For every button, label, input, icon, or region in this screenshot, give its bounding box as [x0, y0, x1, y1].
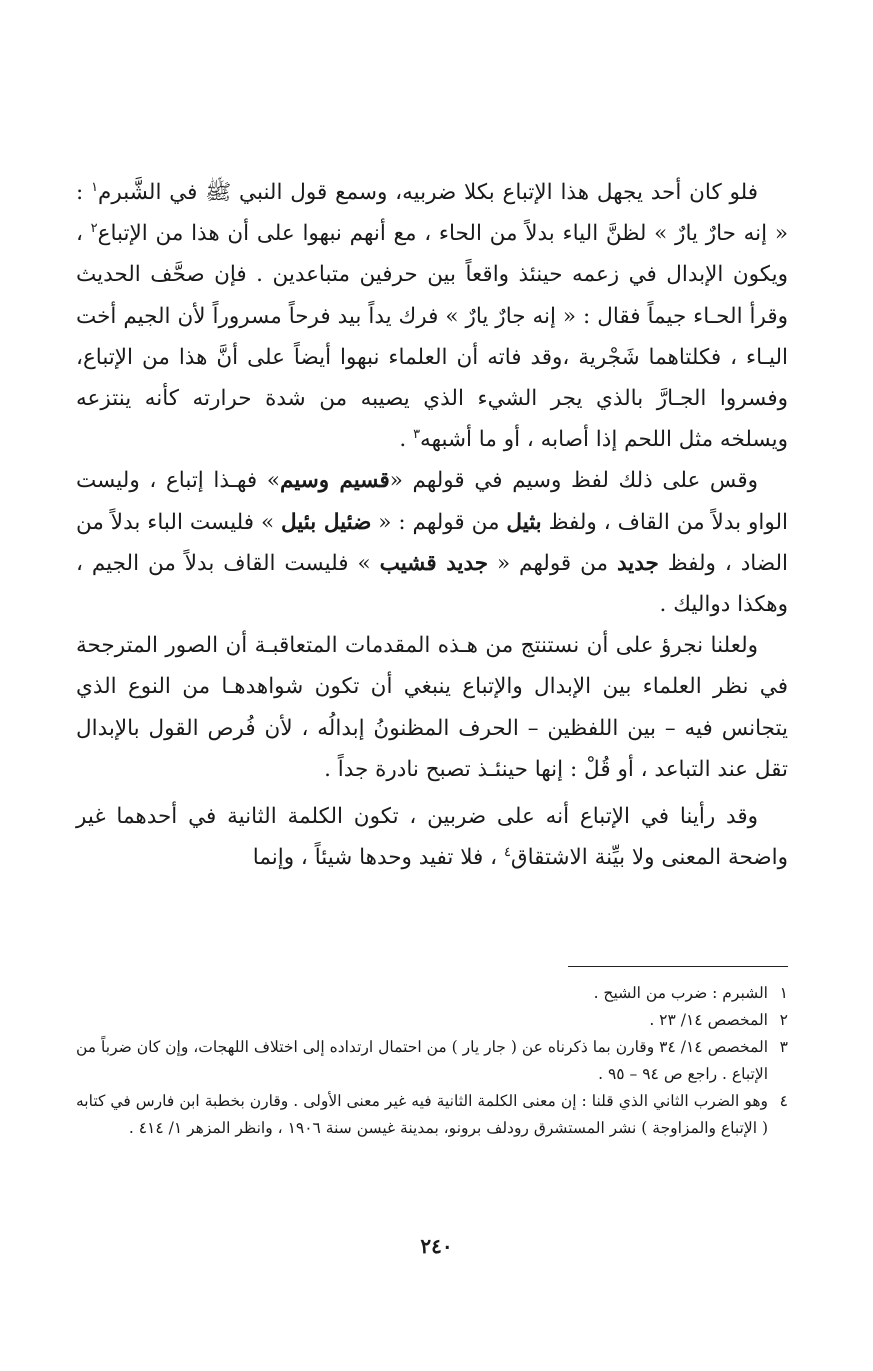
footnote-separator — [568, 966, 788, 967]
footnote-number: ٤ — [779, 1092, 788, 1110]
text-segment: ، ويكون الإبدال في زعمه حينئذ واقعاً بين حرفين متباعدين . فإن صحَّف الحديث وقرأ الحـاء جيماً فقال : « إنه جارٌ يارٌ » فرك يداً بيد فرحاً مسروراً لأن الجيم أخت اليـاء ، فكلتاهما شَجْرية ،وقد فاته أن العلماء نبهوا أيضاً على أنَّ هذا من الإتباع، وفسروا الجـارَّ بالذي يجر الشيء الذي يصيبه من شدة حرارته كأنه ينتزعه ويسلخه مثل اللحم إذا أصابه ، أو ما أشبهه — [76, 221, 788, 453]
text-segment: » فليست الباء بدلاً من الضاد ، ولفظ — [76, 509, 789, 576]
footnote-marker: ٢ — [90, 221, 98, 237]
text-segment: وقس على ذلك لفظ وسيم في قولهم « — [389, 468, 758, 494]
footnote-number: ١ — [779, 984, 788, 1002]
footnote-text: المخصص ١٤/ ٣٤ وقارن بما ذكرناه عن ( جار يار ) من احتمال ارتداده إلى اختلاف اللهجات، وإن كان ضرباً من الإتباع . راجع ص ٩٤ – ٩٥ . — [76, 1038, 768, 1083]
text-segment: » فليست القاف بدلاً من الجيم ، وهكذا دواليك . — [76, 550, 788, 618]
paragraph — [76, 172, 788, 460]
bold-term: ضئيل بئيل — [281, 509, 372, 535]
footnotes — [76, 980, 788, 1142]
footnote — [76, 980, 788, 1007]
bold-term: جديد — [616, 550, 659, 576]
footnote-text: المخصص ١٤/ ٢٣ . — [649, 1011, 768, 1029]
text-segment: . — [399, 427, 414, 453]
text-segment: : « إنه حارٌ يارٌ » لظنَّ الياء بدلاً من الحاء ، مع أنهم نبهوا على أن هذا من الإتباع — [76, 180, 788, 247]
text-segment: ولعلنا نجرؤ على أن نستنتج من هـذه المقدمات المتعاقبـة أن الصور المترجحة في نظر العلماء بين الإبدال والإتباع ينبغي أن تكون شواهدهـا من النوع الذي يتجانس فيه – بين اللفظين – الحرف المظنونُ إبدالُه ، لأن فُرص القول بالإبدال تقل عند التباعد ، أو قُلْ : إنها حينئـذ تصبح نادرة جداً . — [76, 633, 788, 782]
footnote-number: ٢ — [779, 1011, 788, 1029]
footnote-marker: ٣ — [413, 427, 421, 443]
footnote-text: الشبرم : ضرب من الشيح . — [593, 984, 768, 1002]
footnote-marker: ١ — [91, 179, 99, 195]
paragraph — [76, 625, 788, 790]
text-segment: من قولهم « — [488, 550, 617, 576]
footnote — [76, 1088, 788, 1142]
text-segment: ، فلا تفيد وحدها شيئاً ، وإنما — [252, 845, 504, 871]
main-text — [76, 172, 788, 878]
footnote-marker: ٤ — [503, 845, 511, 861]
text-segment: » فهـذا إتباع ، وليست الواو بدلاً من القاف ، ولفظ — [76, 468, 788, 535]
text-segment: من قولهم : « — [371, 509, 507, 535]
bold-term: جديد قشيب — [379, 550, 489, 576]
footnote — [76, 1007, 788, 1034]
bold-term: قسيم وسيم — [279, 468, 390, 494]
paragraph — [76, 796, 788, 878]
page-number: ٢٤٠ — [420, 1234, 453, 1258]
footnote-number: ٣ — [779, 1038, 788, 1056]
footnote — [76, 1034, 788, 1088]
paragraph — [76, 460, 788, 625]
bold-term: بثيل — [506, 509, 542, 535]
text-segment: وقد رأينا في الإتباع أنه على ضربين ، تكون الكلمة الثانية في أحدهما غير واضحة المعنى ولا بيِّنة الاشتقاق — [76, 804, 788, 871]
footnote-text: وهو الضرب الثاني الذي قلنا : إن معنى الكلمة الثانية فيه غير معنى الأولى . وقارن بخطبة ابن فارس في كتابه ( الإتباع والمزاوجة ) نشر المستشرق رودلف برونو، بمدينة غيسن سنة ١٩٠٦ ، وانظر المزهر ١/ ٤١٤ . — [76, 1092, 768, 1137]
text-segment: فلو كان أحد يجهل هذا الإتباع بكلا ضربيه، وسمع قول النبي ﷺ في الشَّبرم — [98, 180, 758, 205]
